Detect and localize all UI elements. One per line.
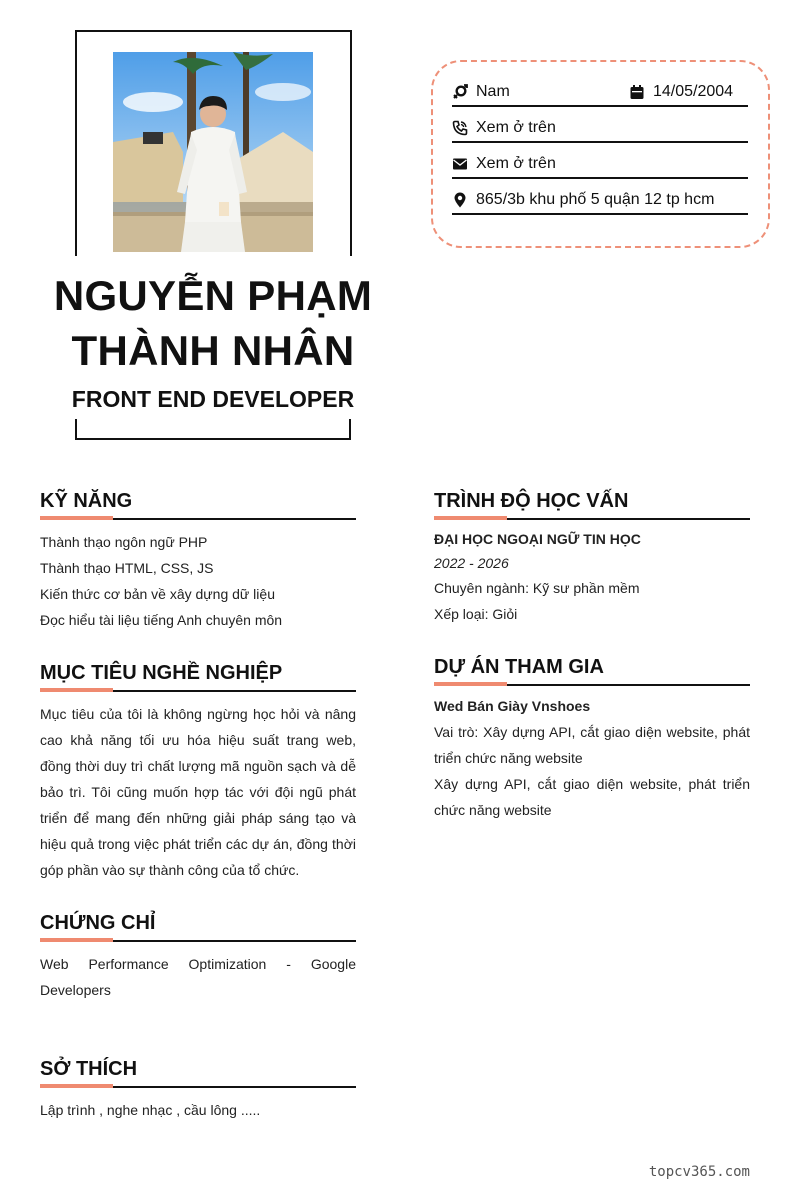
certificates-accent	[40, 938, 113, 942]
grade: Xếp loại: Giỏi	[434, 606, 518, 622]
project-role: Vai trò: Xây dựng API, cắt giao diện website, phát triển chức năng website	[434, 724, 750, 766]
education-title: TRÌNH ĐỘ HỌC VẤN	[434, 490, 629, 512]
phone-value: Xem ở trên	[476, 119, 556, 136]
header-frame-right	[350, 30, 352, 256]
projects-accent	[434, 682, 507, 686]
birthday-value: 14/05/2004	[653, 83, 734, 100]
project-details	[434, 693, 750, 823]
contact-row-gender-birthday	[452, 79, 748, 107]
skills-title: KỸ NĂNG	[40, 490, 133, 512]
skill-item: Thành thạo HTML, CSS, JS	[40, 560, 214, 576]
hobbies-title: SỞ THÍCH	[40, 1058, 138, 1080]
header-frame-left	[75, 30, 77, 256]
contact-row-address	[452, 187, 748, 215]
job-title: FRONT END DEVELOPER	[71, 386, 355, 412]
candidate-name: NGUYỄN PHẠM THÀNH NHÂN	[53, 272, 373, 374]
phone-icon	[452, 120, 468, 136]
objective-accent	[40, 688, 113, 692]
school-name: ĐẠI HỌC NGOẠI NGỮ TIN HỌC	[434, 531, 641, 547]
objective-title: MỤC TIÊU NGHỀ NGHIỆP	[40, 662, 283, 684]
location-pin-icon	[452, 192, 468, 208]
calendar-icon	[629, 84, 645, 100]
watermark: topcv365.com	[648, 1164, 750, 1180]
profile-photo	[113, 52, 313, 252]
skill-item: Kiến thức cơ bản về xây dựng dữ liệu	[40, 586, 275, 602]
projects-title: DỰ ÁN THAM GIA	[434, 656, 604, 678]
education-details	[434, 527, 750, 627]
gender-value: Nam	[476, 83, 510, 100]
envelope-icon	[452, 156, 468, 172]
contact-row-phone	[452, 115, 748, 143]
project-description: Xây dựng API, cắt giao diện website, phát triển chức năng website	[434, 776, 750, 818]
hobbies-text: Lập trình , nghe nhạc , cầu lông .....	[40, 1102, 261, 1118]
hobbies-accent	[40, 1084, 113, 1088]
certificates-text: Web Performance Optimization - Google Developers	[40, 956, 356, 998]
header-frame-bottom	[75, 438, 351, 440]
gender-icon	[452, 84, 468, 100]
email-value: Xem ở trên	[476, 155, 556, 172]
education-accent	[434, 516, 507, 520]
objective-text: Mục tiêu của tôi là không ngừng học hỏi và nâng cao khả năng tối ưu hóa hiệu suất trang web, đồng thời duy trì chất lượng mã nguồn sạch và dễ bảo trì. Tôi cũng muốn hợp tác với đội ngũ phát triển để mang đến những giải pháp sáng tạo và hiệu quả trong việc phát triển các dự án, đồng thời góp phần vào sự thành công của tổ chức.	[40, 706, 356, 878]
project-name: Wed Bán Giày Vnshoes	[434, 698, 591, 714]
skills-accent	[40, 516, 113, 520]
skill-item: Thành thạo ngôn ngữ PHP	[40, 534, 208, 550]
header-frame-bottom-left	[75, 419, 77, 440]
header-frame-top	[75, 30, 352, 32]
skill-item: Đọc hiểu tài liệu tiếng Anh chuyên môn	[40, 612, 283, 628]
header-frame-bottom-right	[349, 419, 351, 440]
certificates-title: CHỨNG CHỈ	[40, 912, 156, 934]
address-value: 865/3b khu phố 5 quận 12 tp hcm	[476, 191, 715, 208]
contact-row-email	[452, 151, 748, 179]
skills-list	[40, 529, 356, 633]
study-period: 2022 - 2026	[434, 555, 509, 571]
major: Chuyên ngành: Kỹ sư phần mềm	[434, 580, 640, 596]
